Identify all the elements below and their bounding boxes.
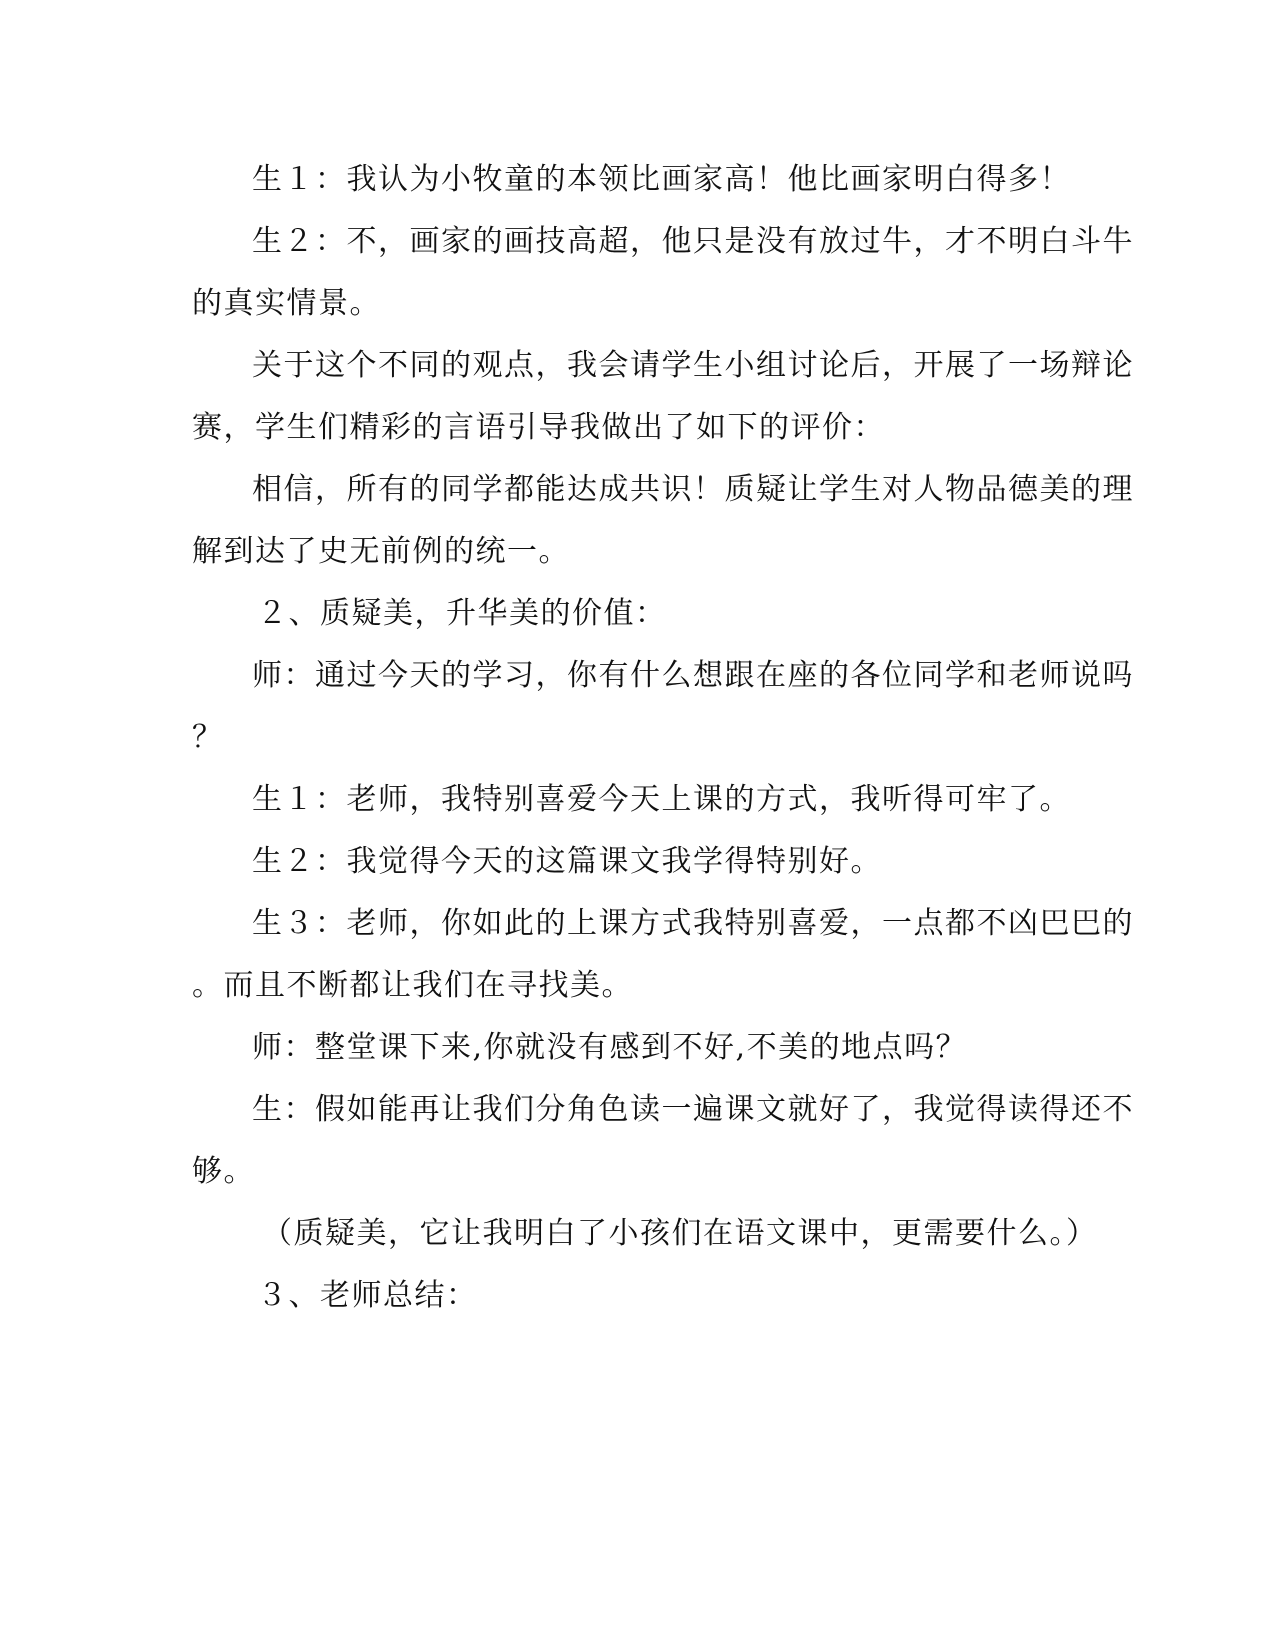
paragraph-student3-reply-line2: 。而且不断都让我们在寻找美。 <box>192 968 633 1003</box>
paragraph-student2-line1: 生２：不，画家的画技高超，他只是没有放过牛，才不明白斗牛 <box>252 224 1134 259</box>
paragraph-student-suggestion-line1: 生：假如能再让我们分角色读一遍课文就好了，我觉得读得还不 <box>252 1092 1134 1127</box>
paragraph-reflection-note: （质疑美，它让我明白了小孩们在语文课中，更需要什么。） <box>262 1216 1098 1251</box>
paragraph-teacher-question-line2: ？ <box>192 720 224 755</box>
paragraph-student-suggestion-line2: 够。 <box>192 1154 255 1189</box>
paragraph-student2-reply: 生２：我觉得今天的这篇课文我学得特别好。 <box>252 844 882 879</box>
paragraph-student2-line2: 的真实情景。 <box>192 286 381 321</box>
paragraph-consensus-line2: 解到达了史无前例的统一。 <box>192 534 570 569</box>
paragraph-teacher-followup: 师：整堂课下来,你就没有感到不好,不美的地点吗？ <box>252 1030 968 1065</box>
paragraph-student1-line: 生１：我认为小牧童的本领比画家高！他比画家明白得多！ <box>252 162 1071 197</box>
paragraph-debate-line1: 关于这个不同的观点，我会请学生小组讨论后，开展了一场辩论 <box>252 348 1134 383</box>
paragraph-student3-reply-line1: 生３：老师，你如此的上课方式我特别喜爱，一点都不凶巴巴的 <box>252 906 1134 941</box>
paragraph-student1-reply: 生１：老师，我特别喜爱今天上课的方式，我听得可牢了。 <box>252 782 1071 817</box>
paragraph-consensus-line1: 相信，所有的同学都能达成共识！质疑让学生对人物品德美的理 <box>252 472 1134 507</box>
section-heading-3: ３、老师总结： <box>257 1278 478 1313</box>
paragraph-debate-line2: 赛，学生们精彩的言语引导我做出了如下的评价： <box>192 410 885 445</box>
section-heading-2: ２、质疑美，升华美的价值： <box>257 596 667 631</box>
paragraph-teacher-question-line1: 师：通过今天的学习，你有什么想跟在座的各位同学和老师说吗 <box>252 658 1134 693</box>
